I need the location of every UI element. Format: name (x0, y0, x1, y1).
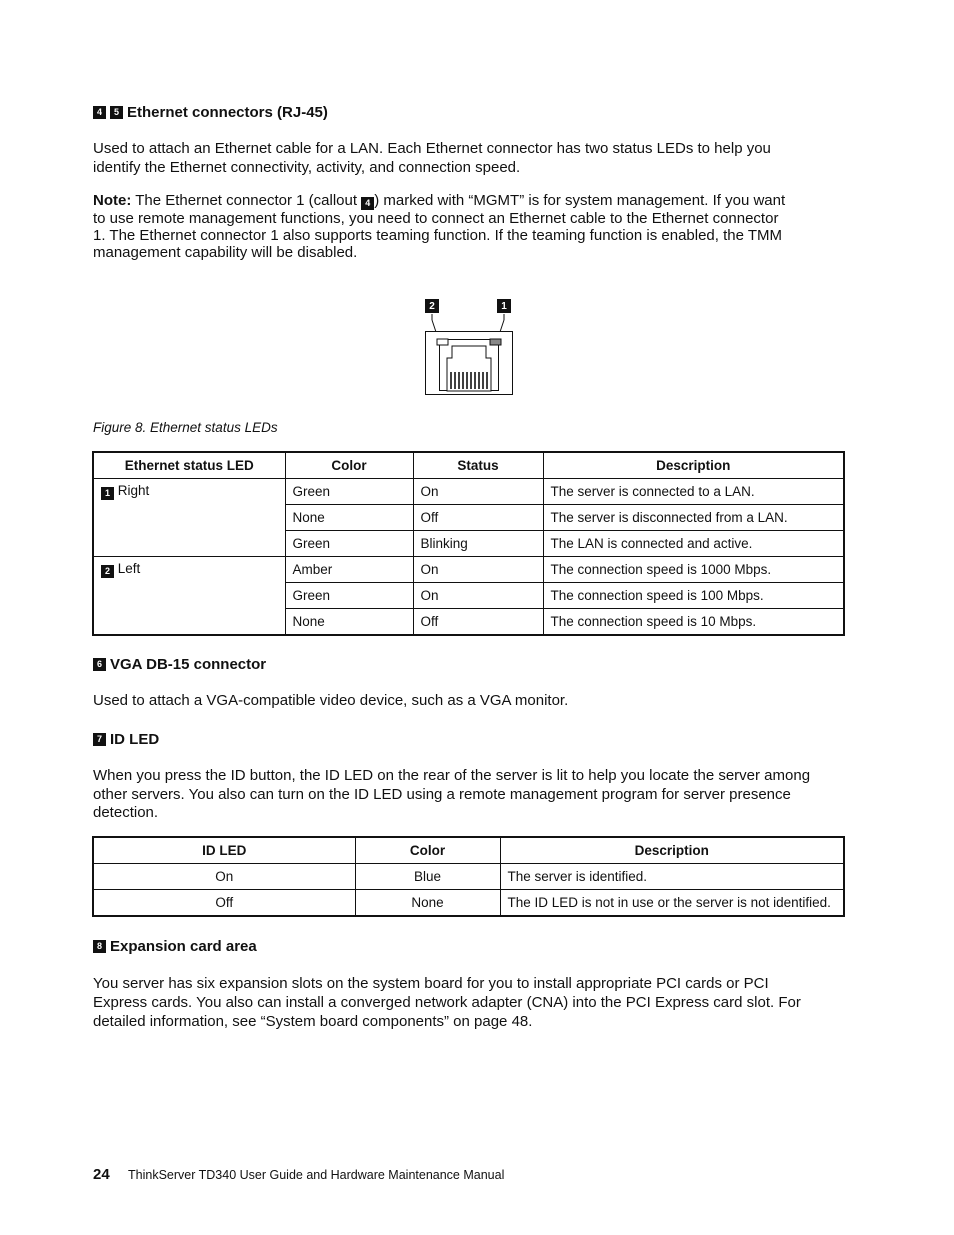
table-cell: The connection speed is 100 Mbps. (543, 583, 844, 609)
section-heading-expansion (93, 938, 257, 955)
rj45-connector-diagram (420, 312, 520, 398)
table-cell: Green (285, 479, 413, 505)
section-title: VGA DB-15 connector (110, 656, 267, 673)
text-line (93, 192, 853, 210)
table-cell: None (285, 609, 413, 636)
led-name: Left (117, 561, 141, 576)
vga-text: Used to attach a VGA-compatible video device, such as a VGA monitor. (93, 692, 569, 709)
section-heading-vga (93, 656, 266, 673)
rj45-socket-outline (447, 346, 491, 391)
table-cell: On (413, 557, 543, 583)
text-line: Express cards. You also can install a converged network adapter (CNA) into the PCI Express card slot. For (93, 994, 801, 1011)
column-header: ID LED (93, 837, 355, 864)
table-cell: The LAN is connected and active. (543, 531, 844, 557)
column-header: Description (543, 452, 844, 479)
table-cell: On (413, 479, 543, 505)
section-title: Expansion card area (110, 938, 257, 955)
led-name-cell (93, 557, 285, 636)
note-text: The Ethernet connector 1 (callout (135, 192, 362, 209)
callout-badge: 4 (361, 197, 374, 210)
idled-text (93, 767, 810, 823)
figure-callout-left: 2 (425, 299, 439, 313)
text-line: other servers. You also can turn on the ID LED using a remote management program for server presence (93, 785, 791, 803)
note-text: ) marked with “MGMT” is for system management. If you want (374, 192, 786, 209)
table-header-row (93, 452, 844, 479)
table-cell: The server is identified. (500, 864, 844, 890)
table-cell: Blue (355, 864, 500, 890)
table-row (93, 557, 844, 583)
table-cell: On (413, 583, 543, 609)
led-left (437, 339, 448, 345)
callout-badge: 8 (93, 940, 106, 953)
text-line: When you press the ID button, the ID LED on the rear of the server is lit to help you locate the server among (93, 767, 811, 784)
note-label: Note: (93, 192, 132, 209)
table-cell: The ID LED is not in use or the server is not identified. (500, 890, 844, 917)
figure-caption: Figure 8. Ethernet status LEDs (93, 420, 278, 435)
text-line: identify the Ethernet connectivity, activity, and connection speed. (93, 158, 521, 176)
section-heading-ethernet (93, 104, 328, 121)
text-line: to use remote management functions, you need to connect an Ethernet cable to the Ethernet connector (93, 210, 779, 227)
table-cell: Off (93, 890, 355, 917)
ethernet-intro (93, 140, 771, 177)
table-header-row (93, 837, 844, 864)
figure-callout-right: 1 (497, 299, 511, 313)
column-header: Color (355, 837, 500, 864)
footer-title: ThinkServer TD340 User Guide and Hardware Maintenance Manual (128, 1168, 505, 1182)
table-row (93, 890, 844, 917)
table-cell: The connection speed is 10 Mbps. (543, 609, 844, 636)
table-row (93, 479, 844, 505)
text-line: 1. The Ethernet connector 1 also supports teaming function. If the teaming function is enabled, the TMM (93, 227, 783, 244)
column-header: Ethernet status LED (93, 452, 285, 479)
table-cell: Amber (285, 557, 413, 583)
table-cell: Green (285, 531, 413, 557)
text-line: detailed information, see “System board components” on page 48. (93, 1013, 533, 1030)
ethernet-note (93, 192, 853, 261)
table-cell: None (355, 890, 500, 917)
expansion-text (93, 974, 801, 1031)
column-header: Description (500, 837, 844, 864)
text-line: management capability will be disabled. (93, 244, 358, 261)
table-cell: On (93, 864, 355, 890)
table-cell: Blinking (413, 531, 543, 557)
section-heading-idled (93, 731, 159, 748)
led-name: Right (117, 483, 150, 498)
text-line: Used to attach an Ethernet cable for a LAN. Each Ethernet connector has two status LEDs to help you (93, 140, 771, 157)
page-number: 24 (93, 1166, 110, 1183)
callout-badge: 6 (93, 658, 106, 671)
text-line: You server has six expansion slots on the system board for you to install appropriate PCI cards or PCI (93, 975, 769, 992)
table-cell: Off (413, 505, 543, 531)
callout-badge: 4 (93, 106, 106, 119)
led-name-cell (93, 479, 285, 557)
section-title: ID LED (110, 731, 160, 748)
column-header: Color (285, 452, 413, 479)
callout-badge: 7 (93, 733, 106, 746)
section-title: Ethernet connectors (RJ-45) (127, 104, 328, 121)
table-cell: Off (413, 609, 543, 636)
column-header: Status (413, 452, 543, 479)
table-cell: The server is disconnected from a LAN. (543, 505, 844, 531)
text-line: detection. (93, 804, 159, 821)
table-cell: Green (285, 583, 413, 609)
id-led-table (92, 836, 845, 917)
callout-badge: 5 (110, 106, 123, 119)
callout-badge: 2 (101, 565, 114, 578)
ethernet-led-table (92, 451, 845, 636)
table-cell: The server is connected to a LAN. (543, 479, 844, 505)
table-cell: The connection speed is 1000 Mbps. (543, 557, 844, 583)
callout-badge: 1 (101, 487, 114, 500)
table-cell: None (285, 505, 413, 531)
table-row (93, 864, 844, 890)
led-right (490, 339, 501, 345)
